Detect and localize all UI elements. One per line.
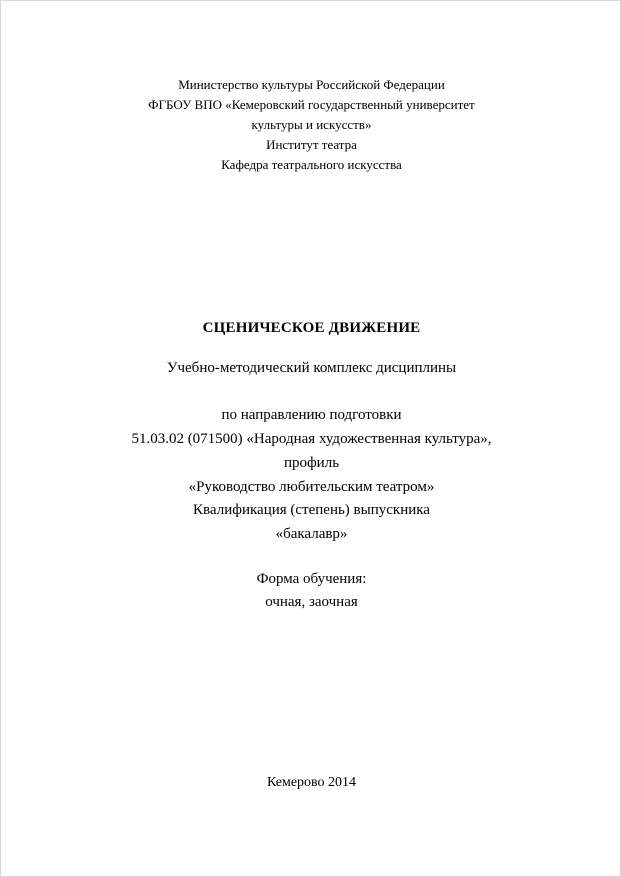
qualification-value: «бакалавр»: [275, 526, 348, 542]
university-line: ФГБОУ ВПО «Кемеровский государственный университет: [148, 97, 475, 112]
profile-name: «Руководство любительским театром»: [188, 479, 435, 495]
department-line: Кафедра театрального искусства: [221, 157, 402, 172]
ministry-line: Министерство культуры Российской Федерации: [178, 77, 445, 92]
profile-label: профиль: [283, 455, 340, 471]
direction-intro: по направлению подготовки: [221, 407, 402, 423]
study-form-label: Форма обучения:: [256, 571, 367, 587]
university-line-cont: культуры и искусств»: [251, 117, 372, 132]
city-year: Кемерово 2014: [266, 775, 357, 790]
study-form-value: очная, заочная: [265, 594, 358, 610]
institute-line: Институт театра: [266, 137, 357, 152]
direction-code: 51.03.02 (071500) «Народная художественная культура»,: [131, 431, 492, 447]
document-title: СЦЕНИЧЕСКОЕ ДВИЖЕНИЕ: [202, 320, 421, 336]
qualification-label: Квалификация (степень) выпускника: [193, 502, 430, 518]
document-subtitle: Учебно-методический комплекс дисциплины: [166, 360, 457, 376]
